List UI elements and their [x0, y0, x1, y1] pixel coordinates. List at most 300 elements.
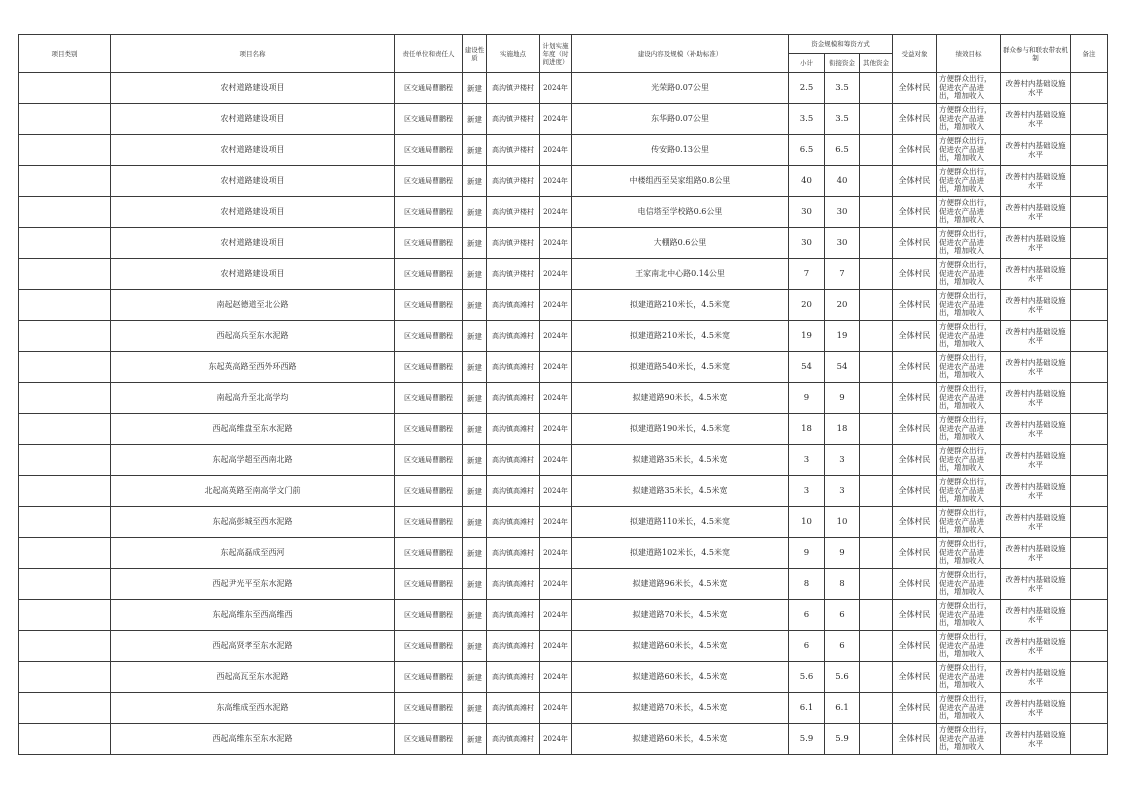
cell-content: 传安路0.13公里 — [572, 135, 789, 166]
cell-project-name: 农村道路建设项目 — [111, 228, 395, 259]
table-row — [19, 197, 1108, 228]
cell-project-name: 东高维成至西水泥路 — [111, 693, 395, 724]
cell-remarks — [1071, 631, 1108, 662]
cell-project-name: 东起高学超至西南北路 — [111, 445, 395, 476]
table-row — [19, 166, 1108, 197]
cell-fund-alloc: 10 — [825, 507, 860, 538]
cell-beneficiary: 全体村民 — [893, 724, 937, 755]
cell-remarks — [1071, 383, 1108, 414]
cell-schedule: 2024年 — [540, 259, 572, 290]
cell-project-name: 农村道路建设项目 — [111, 259, 395, 290]
cell-project-name: 南起高升至北高学均 — [111, 383, 395, 414]
cell-other-funds — [860, 631, 893, 662]
cell-project-name: 东起高维东至西高维西 — [111, 600, 395, 631]
cell-subtotal: 8 — [789, 569, 825, 600]
cell-content: 光荣路0.07公里 — [572, 73, 789, 104]
cell-schedule: 2024年 — [540, 507, 572, 538]
cell-schedule: 2024年 — [540, 383, 572, 414]
cell-content: 拟建道路110米长，4.5米宽 — [572, 507, 789, 538]
table-row — [19, 631, 1108, 662]
cell-location: 高沟镇高滩村 — [487, 507, 540, 538]
cell-mechanism: 改善村内基础设施水平 — [1001, 724, 1071, 755]
cell-location: 高沟镇高滩村 — [487, 538, 540, 569]
cell-performance: 方便群众出行，促进农产品进出，增加收入 — [937, 538, 1001, 569]
cell-schedule: 2024年 — [540, 476, 572, 507]
cell-location: 高沟镇高滩村 — [487, 445, 540, 476]
cell-location: 高沟镇尹楼村 — [487, 197, 540, 228]
cell-mechanism: 改善村内基础设施水平 — [1001, 321, 1071, 352]
cell-content: 拟建道路60米长，4.5米宽 — [572, 662, 789, 693]
cell-fund-alloc: 3 — [825, 445, 860, 476]
cell-schedule: 2024年 — [540, 631, 572, 662]
cell-location: 高沟镇高滩村 — [487, 414, 540, 445]
cell-beneficiary: 全体村民 — [893, 197, 937, 228]
cell-category — [19, 73, 111, 104]
cell-subtotal: 9 — [789, 383, 825, 414]
cell-location: 高沟镇高滩村 — [487, 662, 540, 693]
cell-project-name: 农村道路建设项目 — [111, 135, 395, 166]
cell-beneficiary: 全体村民 — [893, 662, 937, 693]
cell-beneficiary: 全体村民 — [893, 135, 937, 166]
cell-mechanism: 改善村内基础设施水平 — [1001, 414, 1071, 445]
cell-mechanism: 改善村内基础设施水平 — [1001, 383, 1071, 414]
cell-content: 东华路0.07公里 — [572, 104, 789, 135]
header-location: 实施地点 — [487, 35, 540, 73]
cell-fund-alloc: 19 — [825, 321, 860, 352]
cell-other-funds — [860, 228, 893, 259]
cell-build-type: 新建 — [463, 724, 487, 755]
cell-schedule: 2024年 — [540, 104, 572, 135]
cell-build-type: 新建 — [463, 259, 487, 290]
cell-other-funds — [860, 662, 893, 693]
table-row — [19, 662, 1108, 693]
cell-responsible: 区交通局曹鹏程 — [395, 166, 463, 197]
cell-other-funds — [860, 724, 893, 755]
cell-subtotal: 7 — [789, 259, 825, 290]
cell-project-name: 农村道路建设项目 — [111, 197, 395, 228]
cell-subtotal: 6 — [789, 631, 825, 662]
header-schedule: 计划实施年度（时间进度） — [540, 35, 572, 73]
table-row — [19, 693, 1108, 724]
cell-fund-alloc: 5.6 — [825, 662, 860, 693]
cell-beneficiary: 全体村民 — [893, 569, 937, 600]
cell-performance: 方便群众出行，促进农产品进出，增加收入 — [937, 600, 1001, 631]
cell-other-funds — [860, 538, 893, 569]
cell-build-type: 新建 — [463, 662, 487, 693]
cell-project-name: 农村道路建设项目 — [111, 73, 395, 104]
cell-beneficiary: 全体村民 — [893, 104, 937, 135]
cell-performance: 方便群众出行，促进农产品进出，增加收入 — [937, 631, 1001, 662]
cell-other-funds — [860, 290, 893, 321]
cell-responsible: 区交通局曹鹏程 — [395, 290, 463, 321]
cell-beneficiary: 全体村民 — [893, 228, 937, 259]
cell-responsible: 区交通局曹鹏程 — [395, 104, 463, 135]
cell-other-funds — [860, 259, 893, 290]
cell-beneficiary: 全体村民 — [893, 600, 937, 631]
cell-subtotal: 18 — [789, 414, 825, 445]
cell-mechanism: 改善村内基础设施水平 — [1001, 197, 1071, 228]
cell-mechanism: 改善村内基础设施水平 — [1001, 228, 1071, 259]
cell-content: 拟建道路35米长，4.5米宽 — [572, 476, 789, 507]
cell-fund-alloc: 6.1 — [825, 693, 860, 724]
cell-mechanism: 改善村内基础设施水平 — [1001, 507, 1071, 538]
cell-fund-alloc: 6 — [825, 631, 860, 662]
cell-category — [19, 104, 111, 135]
header-category: 项目类别 — [19, 35, 111, 73]
cell-content: 拟建道路60米长，4.5米宽 — [572, 631, 789, 662]
cell-other-funds — [860, 414, 893, 445]
cell-responsible: 区交通局曹鹏程 — [395, 569, 463, 600]
cell-content: 拟建道路70米长，4.5米宽 — [572, 600, 789, 631]
cell-schedule: 2024年 — [540, 445, 572, 476]
cell-remarks — [1071, 259, 1108, 290]
cell-content: 拟建道路90米长，4.5米宽 — [572, 383, 789, 414]
cell-build-type: 新建 — [463, 352, 487, 383]
cell-fund-alloc: 30 — [825, 228, 860, 259]
cell-other-funds — [860, 321, 893, 352]
cell-schedule: 2024年 — [540, 600, 572, 631]
cell-other-funds — [860, 569, 893, 600]
cell-performance: 方便群众出行，促进农产品进出，增加收入 — [937, 135, 1001, 166]
cell-content: 拟建道路60米长，4.5米宽 — [572, 724, 789, 755]
cell-schedule: 2024年 — [540, 166, 572, 197]
table-row — [19, 352, 1108, 383]
cell-other-funds — [860, 445, 893, 476]
cell-category — [19, 538, 111, 569]
cell-subtotal: 6 — [789, 600, 825, 631]
cell-remarks — [1071, 414, 1108, 445]
project-table — [18, 34, 1108, 755]
cell-remarks — [1071, 569, 1108, 600]
cell-remarks — [1071, 507, 1108, 538]
cell-build-type: 新建 — [463, 507, 487, 538]
cell-subtotal: 6.1 — [789, 693, 825, 724]
cell-build-type: 新建 — [463, 135, 487, 166]
cell-performance: 方便群众出行，促进农产品进出，增加收入 — [937, 197, 1001, 228]
cell-beneficiary: 全体村民 — [893, 73, 937, 104]
cell-beneficiary: 全体村民 — [893, 259, 937, 290]
table-row — [19, 476, 1108, 507]
cell-schedule: 2024年 — [540, 228, 572, 259]
cell-beneficiary: 全体村民 — [893, 383, 937, 414]
cell-performance: 方便群众出行，促进农产品进出，增加收入 — [937, 383, 1001, 414]
cell-location: 高沟镇尹楼村 — [487, 259, 540, 290]
header-build-type: 建设性质 — [463, 35, 487, 73]
cell-category — [19, 414, 111, 445]
cell-subtotal: 10 — [789, 507, 825, 538]
cell-build-type: 新建 — [463, 383, 487, 414]
cell-content: 拟建道路190米长，4.5米宽 — [572, 414, 789, 445]
cell-build-type: 新建 — [463, 290, 487, 321]
cell-performance: 方便群众出行，促进农产品进出，增加收入 — [937, 569, 1001, 600]
cell-category — [19, 383, 111, 414]
cell-category — [19, 476, 111, 507]
cell-subtotal: 9 — [789, 538, 825, 569]
cell-responsible: 区交通局曹鹏程 — [395, 662, 463, 693]
cell-content: 大棚路0.6公里 — [572, 228, 789, 259]
cell-fund-alloc: 9 — [825, 538, 860, 569]
cell-fund-alloc: 7 — [825, 259, 860, 290]
cell-responsible: 区交通局曹鹏程 — [395, 228, 463, 259]
table-row — [19, 507, 1108, 538]
cell-project-name: 西起高贤孝至东水泥路 — [111, 631, 395, 662]
cell-build-type: 新建 — [463, 104, 487, 135]
table-row — [19, 135, 1108, 166]
cell-project-name: 东起高磊成至西河 — [111, 538, 395, 569]
cell-mechanism: 改善村内基础设施水平 — [1001, 135, 1071, 166]
cell-other-funds — [860, 197, 893, 228]
cell-location: 高沟镇高滩村 — [487, 321, 540, 352]
cell-build-type: 新建 — [463, 600, 487, 631]
cell-mechanism: 改善村内基础设施水平 — [1001, 290, 1071, 321]
cell-location: 高沟镇尹楼村 — [487, 73, 540, 104]
header-performance: 绩效目标 — [937, 35, 1001, 73]
cell-subtotal: 19 — [789, 321, 825, 352]
header-other-funds: 其他资金 — [860, 54, 893, 73]
cell-performance: 方便群众出行，促进农产品进出，增加收入 — [937, 228, 1001, 259]
cell-content: 电信塔至学校路0.6公里 — [572, 197, 789, 228]
cell-schedule: 2024年 — [540, 414, 572, 445]
cell-category — [19, 321, 111, 352]
cell-performance: 方便群众出行，促进农产品进出，增加收入 — [937, 414, 1001, 445]
cell-subtotal: 6.5 — [789, 135, 825, 166]
cell-content: 拟建道路210米长，4.5米宽 — [572, 321, 789, 352]
cell-content: 拟建道路96米长，4.5米宽 — [572, 569, 789, 600]
table-row — [19, 321, 1108, 352]
cell-subtotal: 20 — [789, 290, 825, 321]
cell-fund-alloc: 20 — [825, 290, 860, 321]
cell-remarks — [1071, 197, 1108, 228]
cell-build-type: 新建 — [463, 73, 487, 104]
header-funds-group: 资金规模和筹资方式 — [789, 35, 893, 54]
cell-beneficiary: 全体村民 — [893, 507, 937, 538]
cell-mechanism: 改善村内基础设施水平 — [1001, 538, 1071, 569]
header-remarks: 备注 — [1071, 35, 1108, 73]
cell-mechanism: 改善村内基础设施水平 — [1001, 476, 1071, 507]
cell-other-funds — [860, 383, 893, 414]
table-row — [19, 383, 1108, 414]
header-content: 建设内容及规模（补助标准） — [572, 35, 789, 73]
cell-category — [19, 290, 111, 321]
cell-other-funds — [860, 476, 893, 507]
cell-mechanism: 改善村内基础设施水平 — [1001, 631, 1071, 662]
cell-fund-alloc: 30 — [825, 197, 860, 228]
cell-remarks — [1071, 662, 1108, 693]
cell-beneficiary: 全体村民 — [893, 693, 937, 724]
cell-beneficiary: 全体村民 — [893, 631, 937, 662]
table-body — [19, 73, 1108, 755]
cell-remarks — [1071, 600, 1108, 631]
cell-other-funds — [860, 166, 893, 197]
cell-remarks — [1071, 228, 1108, 259]
cell-schedule: 2024年 — [540, 135, 572, 166]
cell-location: 高沟镇高滩村 — [487, 569, 540, 600]
cell-responsible: 区交通局曹鹏程 — [395, 259, 463, 290]
table-row — [19, 538, 1108, 569]
cell-category — [19, 445, 111, 476]
table-row — [19, 414, 1108, 445]
header-responsible: 责任单位和责任人 — [395, 35, 463, 73]
cell-performance: 方便群众出行，促进农产品进出，增加收入 — [937, 290, 1001, 321]
cell-responsible: 区交通局曹鹏程 — [395, 414, 463, 445]
cell-remarks — [1071, 445, 1108, 476]
table-row — [19, 724, 1108, 755]
cell-fund-alloc: 18 — [825, 414, 860, 445]
cell-responsible: 区交通局曹鹏程 — [395, 693, 463, 724]
cell-location: 高沟镇高滩村 — [487, 724, 540, 755]
cell-subtotal: 2.5 — [789, 73, 825, 104]
header-subtotal: 小计 — [789, 54, 825, 73]
cell-fund-alloc: 8 — [825, 569, 860, 600]
cell-build-type: 新建 — [463, 693, 487, 724]
cell-mechanism: 改善村内基础设施水平 — [1001, 662, 1071, 693]
cell-responsible: 区交通局曹鹏程 — [395, 383, 463, 414]
cell-fund-alloc: 3 — [825, 476, 860, 507]
cell-fund-alloc: 6.5 — [825, 135, 860, 166]
cell-remarks — [1071, 135, 1108, 166]
cell-location: 高沟镇高滩村 — [487, 352, 540, 383]
cell-content: 拟建道路210米长，4.5米宽 — [572, 290, 789, 321]
cell-responsible: 区交通局曹鹏程 — [395, 600, 463, 631]
cell-schedule: 2024年 — [540, 693, 572, 724]
cell-other-funds — [860, 104, 893, 135]
cell-beneficiary: 全体村民 — [893, 321, 937, 352]
cell-category — [19, 507, 111, 538]
cell-responsible: 区交通局曹鹏程 — [395, 135, 463, 166]
cell-beneficiary: 全体村民 — [893, 166, 937, 197]
cell-location: 高沟镇尹楼村 — [487, 166, 540, 197]
cell-project-name: 西起尹光平至东水泥路 — [111, 569, 395, 600]
cell-performance: 方便群众出行，促进农产品进出，增加收入 — [937, 259, 1001, 290]
cell-category — [19, 259, 111, 290]
table-row — [19, 290, 1108, 321]
cell-remarks — [1071, 693, 1108, 724]
cell-remarks — [1071, 724, 1108, 755]
cell-subtotal: 5.9 — [789, 724, 825, 755]
cell-responsible: 区交通局曹鹏程 — [395, 445, 463, 476]
cell-responsible: 区交通局曹鹏程 — [395, 631, 463, 662]
cell-beneficiary: 全体村民 — [893, 538, 937, 569]
cell-content: 王家南北中心路0.14公里 — [572, 259, 789, 290]
cell-build-type: 新建 — [463, 228, 487, 259]
cell-mechanism: 改善村内基础设施水平 — [1001, 693, 1071, 724]
cell-location: 高沟镇高滩村 — [487, 631, 540, 662]
cell-project-name: 西起高维盘至东水泥路 — [111, 414, 395, 445]
cell-remarks — [1071, 104, 1108, 135]
cell-schedule: 2024年 — [540, 569, 572, 600]
cell-remarks — [1071, 290, 1108, 321]
cell-responsible: 区交通局曹鹏程 — [395, 321, 463, 352]
cell-category — [19, 569, 111, 600]
table-row — [19, 104, 1108, 135]
cell-subtotal: 40 — [789, 166, 825, 197]
cell-category — [19, 197, 111, 228]
cell-remarks — [1071, 166, 1108, 197]
cell-responsible: 区交通局曹鹏程 — [395, 476, 463, 507]
cell-mechanism: 改善村内基础设施水平 — [1001, 352, 1071, 383]
cell-project-name: 东起英高路至西外环西路 — [111, 352, 395, 383]
cell-fund-alloc: 6 — [825, 600, 860, 631]
cell-schedule: 2024年 — [540, 321, 572, 352]
table-row — [19, 73, 1108, 104]
cell-schedule: 2024年 — [540, 662, 572, 693]
cell-other-funds — [860, 600, 893, 631]
cell-content: 拟建道路540米长，4.5米宽 — [572, 352, 789, 383]
cell-project-name: 农村道路建设项目 — [111, 104, 395, 135]
cell-remarks — [1071, 538, 1108, 569]
cell-location: 高沟镇高滩村 — [487, 600, 540, 631]
cell-fund-alloc: 5.9 — [825, 724, 860, 755]
header-beneficiary: 受益对象 — [893, 35, 937, 73]
cell-schedule: 2024年 — [540, 197, 572, 228]
cell-remarks — [1071, 476, 1108, 507]
cell-performance: 方便群众出行，促进农产品进出，增加收入 — [937, 166, 1001, 197]
cell-subtotal: 3 — [789, 476, 825, 507]
cell-mechanism: 改善村内基础设施水平 — [1001, 73, 1071, 104]
table-row — [19, 228, 1108, 259]
cell-schedule: 2024年 — [540, 538, 572, 569]
cell-performance: 方便群众出行，促进农产品进出，增加收入 — [937, 507, 1001, 538]
cell-build-type: 新建 — [463, 445, 487, 476]
table-row — [19, 259, 1108, 290]
cell-fund-alloc: 9 — [825, 383, 860, 414]
cell-mechanism: 改善村内基础设施水平 — [1001, 104, 1071, 135]
cell-responsible: 区交通局曹鹏程 — [395, 197, 463, 228]
cell-responsible: 区交通局曹鹏程 — [395, 724, 463, 755]
cell-build-type: 新建 — [463, 538, 487, 569]
header-mechanism: 群众参与和联农带农机制 — [1001, 35, 1071, 73]
cell-subtotal: 30 — [789, 197, 825, 228]
cell-performance: 方便群众出行，促进农产品进出，增加收入 — [937, 73, 1001, 104]
cell-schedule: 2024年 — [540, 73, 572, 104]
cell-location: 高沟镇高滩村 — [487, 290, 540, 321]
cell-content: 拟建道路70米长，4.5米宽 — [572, 693, 789, 724]
cell-subtotal: 5.6 — [789, 662, 825, 693]
cell-performance: 方便群众出行，促进农产品进出，增加收入 — [937, 693, 1001, 724]
cell-category — [19, 600, 111, 631]
cell-performance: 方便群众出行，促进农产品进出，增加收入 — [937, 104, 1001, 135]
cell-project-name: 北起高英路至南高学文门前 — [111, 476, 395, 507]
cell-beneficiary: 全体村民 — [893, 414, 937, 445]
cell-project-name: 东起高彭城至西水泥路 — [111, 507, 395, 538]
cell-subtotal: 3.5 — [789, 104, 825, 135]
cell-subtotal: 30 — [789, 228, 825, 259]
cell-project-name: 西起高瓦至东水泥路 — [111, 662, 395, 693]
cell-category — [19, 228, 111, 259]
cell-beneficiary: 全体村民 — [893, 352, 937, 383]
cell-category — [19, 662, 111, 693]
header-fund-alloc: 衔接资金 — [825, 54, 860, 73]
cell-build-type: 新建 — [463, 166, 487, 197]
cell-category — [19, 724, 111, 755]
cell-responsible: 区交通局曹鹏程 — [395, 507, 463, 538]
cell-remarks — [1071, 73, 1108, 104]
cell-location: 高沟镇高滩村 — [487, 476, 540, 507]
cell-location: 高沟镇尹楼村 — [487, 135, 540, 166]
cell-content: 拟建道路35米长，4.5米宽 — [572, 445, 789, 476]
cell-other-funds — [860, 73, 893, 104]
table-row — [19, 445, 1108, 476]
cell-location: 高沟镇尹楼村 — [487, 104, 540, 135]
cell-remarks — [1071, 321, 1108, 352]
table-row — [19, 569, 1108, 600]
cell-remarks — [1071, 352, 1108, 383]
cell-fund-alloc: 3.5 — [825, 104, 860, 135]
cell-other-funds — [860, 352, 893, 383]
cell-build-type: 新建 — [463, 197, 487, 228]
cell-performance: 方便群众出行，促进农产品进出，增加收入 — [937, 662, 1001, 693]
cell-responsible: 区交通局曹鹏程 — [395, 538, 463, 569]
